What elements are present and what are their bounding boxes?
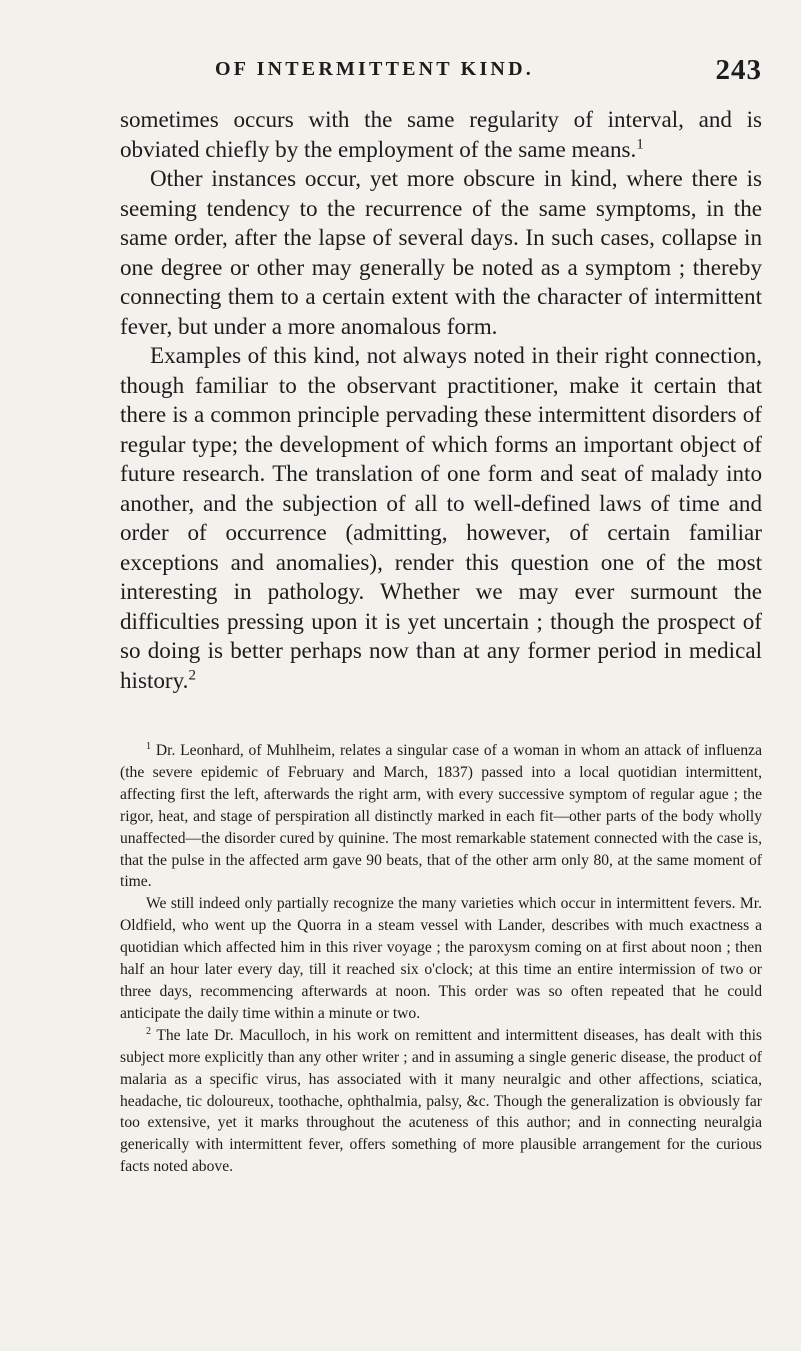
paragraph-3-text: Examples of this kind, not always noted in their right connection, though familiar to the observant practitioner, make it certain that there is a common principle pervading these intermittent disorders of regular type; the development of which forms an important object of future research. The translation of one form and seat of malady into another, and the subjection of all to well-defined laws of time and order of occurrence (admitting, however, of certain familiar exceptions and anomalies), render this question one of the most interesting in pathology. Whether we may ever surmount the difficulties pressing upon it is yet uncertain ; though the prospect of so doing is better perhaps now than at any former period in medical history. [120, 342, 762, 693]
paragraph-1-text: sometimes occurs with the same regularity of interval, and is obviated chiefly by the employment of the same means. [120, 106, 762, 162]
footnote-1-text: Dr. Leonhard, of Muhlheim, relates a singular case of a woman in whom an attack of influenza (the severe epidemic of February and March, 1837) passed into a local quotidian intermittent, affecting first the left, afterwards the right arm, with every successive symptom of regular ague ; the rigor, heat, and stage of perspiration all distinctly marked in each fit—other parts of the body wholly unaffected—the disorder cured by quinine. The most remarkable statement connected with the case is, that the pulse in the affected arm gave 90 beats, that of the other arm only 80, at the same moment of time. [120, 742, 762, 891]
page-number: 243 [715, 54, 762, 86]
paragraph-continued [120, 105, 762, 164]
footnote-2-text: The late Dr. Maculloch, in his work on remittent and intermittent diseases, has dealt with this subject more explicitly than any other writer ; and in assuming a single generic disease, the product of malaria as a specific virus, has associated with it many neuralgic and other affections, sciatica, headache, tic doloureux, toothache, ophthalmia, palsy, &c. Though the generalization is obviously far too extensive, yet it marks throughout the acuteness of this author; and in connecting neuralgia generically with intermittent fever, offers something of more plausible arrangement for the curious facts noted above. [120, 1026, 762, 1176]
footnote-1-continued: We still indeed only partially recognize the many varieties which occur in intermittent fevers. Mr. Oldfield, who went up the Quorra in a steam vessel with Lander, describes with much exactness a quotidian which affected him in this river voyage ; the paroxysm coming on at first about noon ; then half an hour later every day, till it reached six o'clock; at this time an entire intermission of two or three days, recommencing afterwards at noon. This order was so often repeated that he could anticipate the daily time within a minute or two. [120, 895, 762, 1022]
footnote-2 [120, 1025, 762, 1178]
body-text [120, 105, 762, 695]
footnote-ref-1: 1 [636, 135, 644, 152]
footnote-1-mark: 1 [146, 740, 152, 752]
page-header [120, 54, 762, 90]
paragraph-2: Other instances occur, yet more obscure in kind, where there is seeming tendency to the recurrence of the same symptoms, in the same order, after the lapse of several days. In such cases, collapse in one degree or other may generally be noted as a symptom ; thereby connecting them to a certain extent with the character of intermittent fever, but under a more anomalous form. [120, 165, 762, 339]
footnotes [120, 740, 762, 1178]
footnote-2-mark: 2 [146, 1025, 152, 1037]
footnote-ref-2: 2 [188, 666, 196, 683]
footnote-1 [120, 740, 762, 893]
running-title: OF INTERMITTENT KIND. [215, 58, 534, 80]
paragraph-3 [120, 341, 762, 695]
